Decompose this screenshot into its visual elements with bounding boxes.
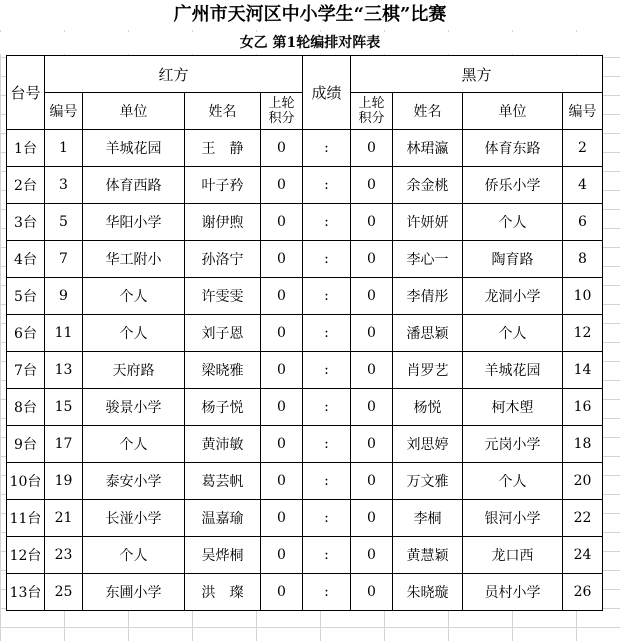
red-points-cell: 0 [261,389,303,426]
header-black-side: 黑方 [351,56,603,93]
red-number-cell: 23 [45,537,83,574]
black-unit-cell: 个人 [463,315,563,352]
black-number-cell: 10 [563,278,603,315]
black-name-cell: 余金桃 [393,167,463,204]
black-unit-cell: 员村小学 [463,574,563,611]
result-cell: : [303,500,351,537]
black-points-cell: 0 [351,167,393,204]
red-points-cell: 0 [261,315,303,352]
black-points-cell: 0 [351,389,393,426]
black-points-cell: 0 [351,204,393,241]
red-number-cell: 25 [45,574,83,611]
black-points-cell: 0 [351,426,393,463]
table-row [7,426,603,463]
black-name-cell: 李心一 [393,241,463,278]
black-points-cell: 0 [351,500,393,537]
header-red-number: 编号 [45,93,83,130]
red-name-cell: 温嘉瑜 [185,500,261,537]
table-row [7,537,603,574]
black-name-cell: 许妍妍 [393,204,463,241]
black-name-cell: 潘思颖 [393,315,463,352]
header-board: 台号 [7,56,45,130]
red-unit-cell: 个人 [83,426,185,463]
black-name-cell: 刘思婷 [393,426,463,463]
header-result: 成绩 [303,56,351,130]
black-number-cell: 8 [563,241,603,278]
header-red-side: 红方 [45,56,303,93]
table-row [7,315,603,352]
black-name-cell: 肖罗艺 [393,352,463,389]
header-prev-line1: 上轮 [268,96,295,111]
header-prev-line2: 积分 [268,111,295,126]
black-number-cell: 18 [563,426,603,463]
black-name-cell: 杨悦 [393,389,463,426]
black-number-cell: 20 [563,463,603,500]
red-unit-cell: 体育西路 [83,167,185,204]
red-number-cell: 5 [45,204,83,241]
board-cell: 10台 [7,463,45,500]
pairing-table [6,55,603,611]
red-unit-cell: 骏景小学 [83,389,185,426]
black-name-cell: 李倩彤 [393,278,463,315]
board-cell: 1台 [7,130,45,167]
header-prev-line2: 积分 [358,111,385,126]
black-points-cell: 0 [351,463,393,500]
result-cell: : [303,315,351,352]
red-unit-cell: 羊城花园 [83,130,185,167]
red-name-cell: 谢伊煦 [185,204,261,241]
red-points-cell: 0 [261,426,303,463]
result-cell: : [303,389,351,426]
red-number-cell: 13 [45,352,83,389]
table-row [7,352,603,389]
black-number-cell: 12 [563,315,603,352]
black-number-cell: 22 [563,500,603,537]
board-cell: 4台 [7,241,45,278]
result-cell: : [303,463,351,500]
result-cell: : [303,204,351,241]
black-number-cell: 24 [563,537,603,574]
red-unit-cell: 个人 [83,315,185,352]
red-number-cell: 15 [45,389,83,426]
black-unit-cell: 银河小学 [463,500,563,537]
board-cell: 6台 [7,315,45,352]
red-name-cell: 杨子悦 [185,389,261,426]
red-unit-cell: 个人 [83,537,185,574]
red-number-cell: 7 [45,241,83,278]
black-points-cell: 0 [351,574,393,611]
result-cell: : [303,167,351,204]
result-cell: : [303,574,351,611]
black-unit-cell: 羊城花园 [463,352,563,389]
red-unit-cell: 泰安小学 [83,463,185,500]
red-unit-cell: 华阳小学 [83,204,185,241]
black-number-cell: 2 [563,130,603,167]
red-name-cell: 洪 璨 [185,574,261,611]
header-red-unit: 单位 [83,93,185,130]
board-cell: 12台 [7,537,45,574]
header-prev-line1: 上轮 [358,96,385,111]
red-name-cell: 吴烨桐 [185,537,261,574]
red-points-cell: 0 [261,204,303,241]
table-row [7,130,603,167]
red-number-cell: 11 [45,315,83,352]
black-points-cell: 0 [351,352,393,389]
board-cell: 13台 [7,574,45,611]
black-unit-cell: 陶育路 [463,241,563,278]
black-number-cell: 4 [563,167,603,204]
black-name-cell: 李桐 [393,500,463,537]
black-number-cell: 26 [563,574,603,611]
red-unit-cell: 个人 [83,278,185,315]
red-points-cell: 0 [261,500,303,537]
header-black-number: 编号 [563,93,603,130]
red-number-cell: 1 [45,130,83,167]
board-cell: 11台 [7,500,45,537]
black-name-cell: 林珺瀛 [393,130,463,167]
table-row [7,278,603,315]
result-cell: : [303,278,351,315]
header-black-prev-points [351,93,393,130]
result-cell: : [303,352,351,389]
red-name-cell: 黄沛敏 [185,426,261,463]
table-row [7,167,603,204]
red-points-cell: 0 [261,241,303,278]
result-cell: : [303,537,351,574]
red-name-cell: 王 静 [185,130,261,167]
red-unit-cell: 华工附小 [83,241,185,278]
black-unit-cell: 柯木塱 [463,389,563,426]
black-unit-cell: 个人 [463,204,563,241]
table-body [7,130,603,611]
red-name-cell: 葛芸帆 [185,463,261,500]
red-number-cell: 17 [45,426,83,463]
red-number-cell: 19 [45,463,83,500]
table-row [7,500,603,537]
sheet-subtitle: 女乙 第1轮编排对阵表 [0,32,620,54]
red-number-cell: 21 [45,500,83,537]
red-points-cell: 0 [261,352,303,389]
result-cell: : [303,241,351,278]
header-red-name: 姓名 [185,93,261,130]
header-black-unit: 单位 [463,93,563,130]
black-name-cell: 万文雅 [393,463,463,500]
board-cell: 9台 [7,426,45,463]
black-unit-cell: 体育东路 [463,130,563,167]
table-row [7,241,603,278]
red-points-cell: 0 [261,278,303,315]
red-unit-cell: 长湴小学 [83,500,185,537]
black-points-cell: 0 [351,241,393,278]
header-black-name: 姓名 [393,93,463,130]
red-name-cell: 刘子恩 [185,315,261,352]
black-unit-cell: 个人 [463,463,563,500]
table-row [7,204,603,241]
black-points-cell: 0 [351,537,393,574]
table-row [7,389,603,426]
black-unit-cell: 龙洞小学 [463,278,563,315]
board-cell: 5台 [7,278,45,315]
black-unit-cell: 元岗小学 [463,426,563,463]
board-cell: 3台 [7,204,45,241]
header-red-prev-points [261,93,303,130]
table-row [7,574,603,611]
black-name-cell: 朱晓璇 [393,574,463,611]
black-points-cell: 0 [351,278,393,315]
board-cell: 8台 [7,389,45,426]
result-cell: : [303,130,351,167]
board-cell: 7台 [7,352,45,389]
black-unit-cell: 龙口西 [463,537,563,574]
red-number-cell: 3 [45,167,83,204]
black-number-cell: 16 [563,389,603,426]
red-name-cell: 孙洛宁 [185,241,261,278]
table-row [7,463,603,500]
black-name-cell: 黄慧颖 [393,537,463,574]
black-number-cell: 14 [563,352,603,389]
red-number-cell: 9 [45,278,83,315]
board-cell: 2台 [7,167,45,204]
result-cell: : [303,426,351,463]
black-points-cell: 0 [351,130,393,167]
black-unit-cell: 侨乐小学 [463,167,563,204]
red-unit-cell: 东圃小学 [83,574,185,611]
red-points-cell: 0 [261,167,303,204]
red-points-cell: 0 [261,463,303,500]
black-points-cell: 0 [351,315,393,352]
black-number-cell: 6 [563,204,603,241]
red-name-cell: 许雯雯 [185,278,261,315]
red-points-cell: 0 [261,537,303,574]
red-name-cell: 叶子矜 [185,167,261,204]
sheet-title: 广州市天河区中小学生“三棋”比赛 [0,0,620,30]
red-unit-cell: 天府路 [83,352,185,389]
red-name-cell: 梁晓雅 [185,352,261,389]
red-points-cell: 0 [261,130,303,167]
red-points-cell: 0 [261,574,303,611]
